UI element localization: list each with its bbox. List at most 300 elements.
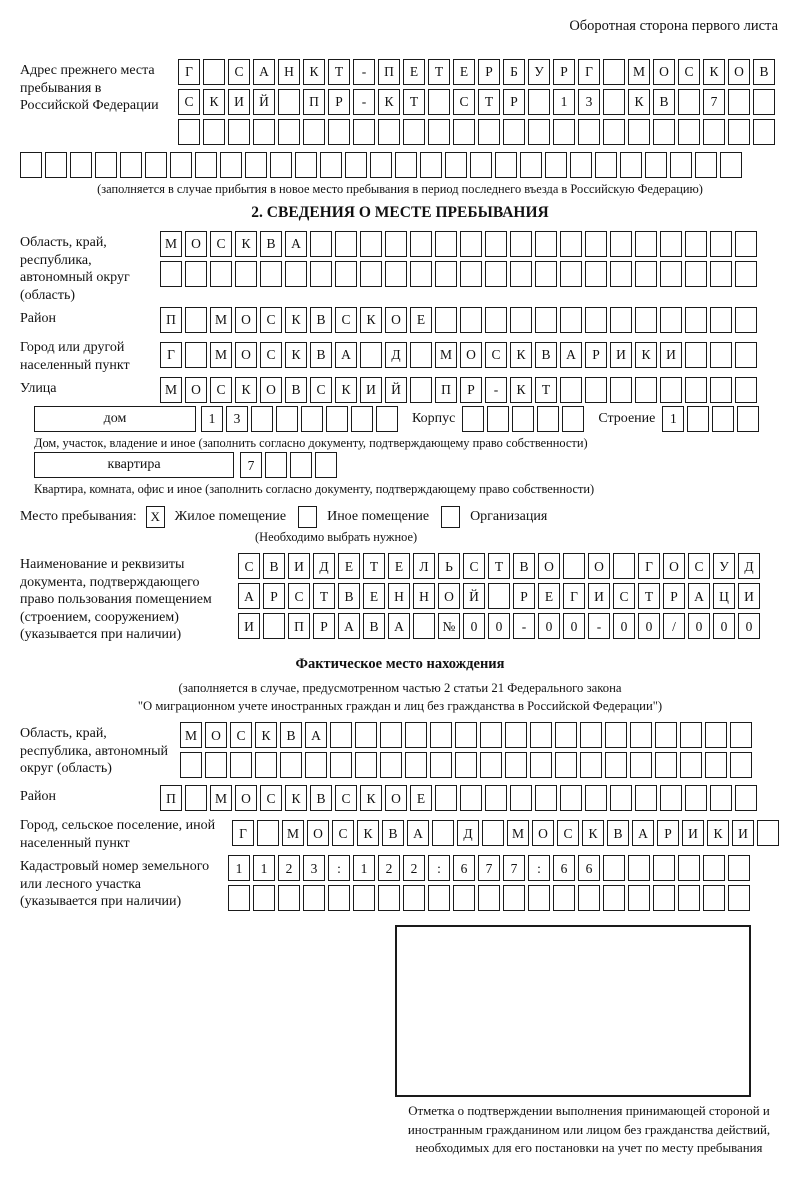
char-cell[interactable] bbox=[705, 752, 727, 778]
char-cell[interactable]: С bbox=[260, 307, 282, 333]
char-cell[interactable] bbox=[585, 261, 607, 287]
char-cell[interactable] bbox=[712, 406, 734, 432]
char-cell[interactable]: С bbox=[613, 583, 635, 609]
char-cell[interactable]: И bbox=[588, 583, 610, 609]
char-cell[interactable] bbox=[462, 406, 484, 432]
char-cell[interactable] bbox=[380, 752, 402, 778]
char-cell[interactable]: Р bbox=[585, 342, 607, 368]
char-cell[interactable]: И bbox=[732, 820, 754, 846]
char-cell[interactable] bbox=[257, 820, 279, 846]
char-cell[interactable] bbox=[345, 152, 367, 178]
char-cell[interactable] bbox=[703, 885, 725, 911]
char-cell[interactable] bbox=[753, 119, 775, 145]
char-cell[interactable]: Е bbox=[538, 583, 560, 609]
char-cell[interactable] bbox=[253, 885, 275, 911]
char-cell[interactable] bbox=[685, 342, 707, 368]
char-cell[interactable] bbox=[530, 752, 552, 778]
char-cell[interactable] bbox=[428, 89, 450, 115]
char-cell[interactable] bbox=[653, 119, 675, 145]
char-cell[interactable] bbox=[757, 820, 779, 846]
char-cell[interactable]: 2 bbox=[278, 855, 300, 881]
char-cell[interactable]: 2 bbox=[378, 855, 400, 881]
char-cell[interactable] bbox=[228, 885, 250, 911]
char-cell[interactable] bbox=[720, 152, 742, 178]
char-cell[interactable] bbox=[482, 820, 504, 846]
char-cell[interactable] bbox=[580, 722, 602, 748]
char-cell[interactable] bbox=[653, 885, 675, 911]
char-cell[interactable]: С bbox=[288, 583, 310, 609]
char-cell[interactable]: Т bbox=[478, 89, 500, 115]
char-cell[interactable] bbox=[320, 152, 342, 178]
char-cell[interactable] bbox=[528, 119, 550, 145]
char-cell[interactable] bbox=[680, 752, 702, 778]
char-cell[interactable]: 3 bbox=[578, 89, 600, 115]
char-cell[interactable] bbox=[610, 307, 632, 333]
char-cell[interactable] bbox=[628, 855, 650, 881]
char-cell[interactable] bbox=[553, 119, 575, 145]
char-cell[interactable]: Г bbox=[160, 342, 182, 368]
char-cell[interactable] bbox=[530, 722, 552, 748]
char-cell[interactable] bbox=[480, 752, 502, 778]
char-cell[interactable]: К bbox=[255, 722, 277, 748]
char-cell[interactable] bbox=[278, 885, 300, 911]
char-cell[interactable]: 0 bbox=[713, 613, 735, 639]
char-cell[interactable] bbox=[512, 406, 534, 432]
char-cell[interactable] bbox=[455, 722, 477, 748]
char-cell[interactable] bbox=[528, 885, 550, 911]
char-cell[interactable] bbox=[710, 231, 732, 257]
char-cell[interactable] bbox=[435, 231, 457, 257]
char-cell[interactable] bbox=[703, 855, 725, 881]
char-cell[interactable] bbox=[685, 261, 707, 287]
char-cell[interactable]: К bbox=[285, 342, 307, 368]
char-cell[interactable] bbox=[610, 785, 632, 811]
char-cell[interactable] bbox=[505, 722, 527, 748]
char-cell[interactable]: 0 bbox=[538, 613, 560, 639]
char-cell[interactable] bbox=[710, 377, 732, 403]
char-cell[interactable] bbox=[360, 261, 382, 287]
char-cell[interactable] bbox=[628, 119, 650, 145]
char-cell[interactable] bbox=[653, 855, 675, 881]
char-cell[interactable]: Е bbox=[403, 59, 425, 85]
char-cell[interactable]: С bbox=[335, 307, 357, 333]
char-cell[interactable]: К bbox=[357, 820, 379, 846]
char-cell[interactable] bbox=[585, 377, 607, 403]
char-cell[interactable]: К bbox=[235, 377, 257, 403]
char-cell[interactable] bbox=[185, 307, 207, 333]
char-cell[interactable] bbox=[278, 89, 300, 115]
char-cell[interactable] bbox=[735, 785, 757, 811]
char-cell[interactable] bbox=[430, 722, 452, 748]
char-cell[interactable] bbox=[330, 752, 352, 778]
char-cell[interactable]: Б bbox=[503, 59, 525, 85]
char-cell[interactable] bbox=[20, 152, 42, 178]
char-cell[interactable]: С bbox=[178, 89, 200, 115]
char-cell[interactable]: К bbox=[360, 785, 382, 811]
char-cell[interactable]: О bbox=[532, 820, 554, 846]
char-cell[interactable]: О bbox=[205, 722, 227, 748]
residence-checkbox-inoe[interactable] bbox=[298, 506, 317, 528]
char-cell[interactable]: И bbox=[288, 553, 310, 579]
char-cell[interactable] bbox=[510, 231, 532, 257]
char-cell[interactable] bbox=[245, 152, 267, 178]
char-cell[interactable] bbox=[728, 885, 750, 911]
char-cell[interactable]: 1 bbox=[253, 855, 275, 881]
char-cell[interactable]: 3 bbox=[226, 406, 248, 432]
char-cell[interactable] bbox=[585, 231, 607, 257]
char-cell[interactable] bbox=[505, 752, 527, 778]
char-cell[interactable] bbox=[685, 785, 707, 811]
char-cell[interactable]: К bbox=[378, 89, 400, 115]
char-cell[interactable] bbox=[310, 261, 332, 287]
char-cell[interactable] bbox=[253, 119, 275, 145]
char-cell[interactable]: Д bbox=[313, 553, 335, 579]
char-cell[interactable] bbox=[655, 752, 677, 778]
char-cell[interactable]: Р bbox=[460, 377, 482, 403]
char-cell[interactable]: Р bbox=[657, 820, 679, 846]
char-cell[interactable]: Н bbox=[413, 583, 435, 609]
char-cell[interactable]: М bbox=[210, 785, 232, 811]
char-cell[interactable]: С bbox=[230, 722, 252, 748]
char-cell[interactable]: О bbox=[460, 342, 482, 368]
char-cell[interactable] bbox=[403, 119, 425, 145]
char-cell[interactable] bbox=[410, 377, 432, 403]
char-cell[interactable] bbox=[420, 152, 442, 178]
char-cell[interactable] bbox=[685, 231, 707, 257]
char-cell[interactable]: А bbox=[388, 613, 410, 639]
char-cell[interactable] bbox=[485, 785, 507, 811]
char-cell[interactable]: 1 bbox=[201, 406, 223, 432]
char-cell[interactable]: В bbox=[363, 613, 385, 639]
char-cell[interactable] bbox=[735, 261, 757, 287]
char-cell[interactable]: Д bbox=[385, 342, 407, 368]
char-cell[interactable]: В bbox=[263, 553, 285, 579]
char-cell[interactable] bbox=[610, 231, 632, 257]
char-cell[interactable] bbox=[385, 261, 407, 287]
char-cell[interactable]: В bbox=[513, 553, 535, 579]
char-cell[interactable] bbox=[360, 342, 382, 368]
char-cell[interactable]: Т bbox=[428, 59, 450, 85]
char-cell[interactable]: А bbox=[338, 613, 360, 639]
char-cell[interactable]: М bbox=[210, 342, 232, 368]
char-cell[interactable] bbox=[630, 752, 652, 778]
char-cell[interactable] bbox=[160, 261, 182, 287]
char-cell[interactable]: Г bbox=[638, 553, 660, 579]
char-cell[interactable]: Е bbox=[410, 785, 432, 811]
char-cell[interactable]: Й bbox=[385, 377, 407, 403]
char-cell[interactable]: У bbox=[528, 59, 550, 85]
char-cell[interactable]: О bbox=[235, 307, 257, 333]
char-cell[interactable] bbox=[753, 89, 775, 115]
char-cell[interactable] bbox=[635, 785, 657, 811]
char-cell[interactable] bbox=[735, 377, 757, 403]
char-cell[interactable]: Е bbox=[453, 59, 475, 85]
char-cell[interactable] bbox=[535, 261, 557, 287]
char-cell[interactable]: А bbox=[688, 583, 710, 609]
char-cell[interactable]: Г bbox=[578, 59, 600, 85]
char-cell[interactable] bbox=[560, 377, 582, 403]
char-cell[interactable] bbox=[315, 452, 337, 478]
char-cell[interactable]: Д bbox=[738, 553, 760, 579]
char-cell[interactable] bbox=[460, 785, 482, 811]
char-cell[interactable]: 6 bbox=[578, 855, 600, 881]
char-cell[interactable]: И bbox=[738, 583, 760, 609]
char-cell[interactable] bbox=[645, 152, 667, 178]
char-cell[interactable] bbox=[703, 119, 725, 145]
char-cell[interactable] bbox=[570, 152, 592, 178]
char-cell[interactable] bbox=[170, 152, 192, 178]
char-cell[interactable]: А bbox=[285, 231, 307, 257]
char-cell[interactable]: М bbox=[210, 307, 232, 333]
char-cell[interactable]: К bbox=[628, 89, 650, 115]
char-cell[interactable] bbox=[455, 752, 477, 778]
char-cell[interactable] bbox=[560, 785, 582, 811]
char-cell[interactable] bbox=[730, 722, 752, 748]
char-cell[interactable]: О bbox=[663, 553, 685, 579]
char-cell[interactable]: 7 bbox=[503, 855, 525, 881]
char-cell[interactable] bbox=[603, 59, 625, 85]
char-cell[interactable] bbox=[680, 722, 702, 748]
char-cell[interactable] bbox=[203, 119, 225, 145]
char-cell[interactable] bbox=[395, 152, 417, 178]
char-cell[interactable] bbox=[45, 152, 67, 178]
char-cell[interactable] bbox=[185, 342, 207, 368]
char-cell[interactable] bbox=[360, 231, 382, 257]
char-cell[interactable]: 0 bbox=[563, 613, 585, 639]
char-cell[interactable] bbox=[276, 406, 298, 432]
char-cell[interactable] bbox=[460, 231, 482, 257]
char-cell[interactable]: В bbox=[382, 820, 404, 846]
char-cell[interactable] bbox=[265, 452, 287, 478]
char-cell[interactable] bbox=[303, 885, 325, 911]
char-cell[interactable] bbox=[428, 885, 450, 911]
char-cell[interactable]: К bbox=[510, 377, 532, 403]
char-cell[interactable] bbox=[435, 307, 457, 333]
char-cell[interactable] bbox=[580, 752, 602, 778]
char-cell[interactable]: С bbox=[557, 820, 579, 846]
char-cell[interactable]: 1 bbox=[662, 406, 684, 432]
char-cell[interactable]: Т bbox=[363, 553, 385, 579]
char-cell[interactable] bbox=[628, 885, 650, 911]
char-cell[interactable] bbox=[355, 722, 377, 748]
char-cell[interactable] bbox=[503, 885, 525, 911]
char-cell[interactable]: И bbox=[228, 89, 250, 115]
char-cell[interactable] bbox=[270, 152, 292, 178]
char-cell[interactable] bbox=[603, 855, 625, 881]
char-cell[interactable] bbox=[485, 261, 507, 287]
char-cell[interactable] bbox=[178, 119, 200, 145]
char-cell[interactable]: С bbox=[228, 59, 250, 85]
char-cell[interactable]: В bbox=[338, 583, 360, 609]
char-cell[interactable] bbox=[385, 231, 407, 257]
char-cell[interactable] bbox=[210, 261, 232, 287]
char-cell[interactable] bbox=[728, 89, 750, 115]
char-cell[interactable]: Д bbox=[457, 820, 479, 846]
char-cell[interactable] bbox=[380, 722, 402, 748]
char-cell[interactable]: Г bbox=[563, 583, 585, 609]
char-cell[interactable]: К bbox=[360, 307, 382, 333]
char-cell[interactable] bbox=[180, 752, 202, 778]
char-cell[interactable] bbox=[263, 613, 285, 639]
char-cell[interactable] bbox=[585, 307, 607, 333]
char-cell[interactable] bbox=[185, 785, 207, 811]
char-cell[interactable]: 1 bbox=[228, 855, 250, 881]
char-cell[interactable]: : bbox=[428, 855, 450, 881]
char-cell[interactable] bbox=[460, 261, 482, 287]
char-cell[interactable]: Н bbox=[278, 59, 300, 85]
char-cell[interactable]: Р bbox=[328, 89, 350, 115]
char-cell[interactable]: 0 bbox=[463, 613, 485, 639]
char-cell[interactable] bbox=[678, 89, 700, 115]
char-cell[interactable] bbox=[605, 722, 627, 748]
char-cell[interactable] bbox=[435, 785, 457, 811]
char-cell[interactable]: Е bbox=[410, 307, 432, 333]
char-cell[interactable]: - bbox=[513, 613, 535, 639]
char-cell[interactable]: Р bbox=[503, 89, 525, 115]
char-cell[interactable]: К bbox=[285, 785, 307, 811]
char-cell[interactable] bbox=[710, 261, 732, 287]
char-cell[interactable]: О bbox=[235, 785, 257, 811]
char-cell[interactable]: С bbox=[260, 342, 282, 368]
char-cell[interactable] bbox=[378, 885, 400, 911]
char-cell[interactable]: Р bbox=[478, 59, 500, 85]
char-cell[interactable]: О bbox=[185, 231, 207, 257]
char-cell[interactable] bbox=[410, 342, 432, 368]
char-cell[interactable]: П bbox=[378, 59, 400, 85]
char-cell[interactable]: П bbox=[435, 377, 457, 403]
char-cell[interactable] bbox=[260, 261, 282, 287]
char-cell[interactable] bbox=[660, 307, 682, 333]
char-cell[interactable] bbox=[278, 119, 300, 145]
char-cell[interactable] bbox=[610, 261, 632, 287]
char-cell[interactable]: 3 bbox=[303, 855, 325, 881]
char-cell[interactable]: А bbox=[253, 59, 275, 85]
char-cell[interactable]: М bbox=[180, 722, 202, 748]
char-cell[interactable]: Ц bbox=[713, 583, 735, 609]
char-cell[interactable] bbox=[685, 377, 707, 403]
char-cell[interactable] bbox=[728, 855, 750, 881]
char-cell[interactable] bbox=[605, 752, 627, 778]
char-cell[interactable] bbox=[413, 613, 435, 639]
char-cell[interactable] bbox=[685, 307, 707, 333]
char-cell[interactable] bbox=[553, 885, 575, 911]
char-cell[interactable]: - bbox=[353, 59, 375, 85]
char-cell[interactable] bbox=[535, 307, 557, 333]
char-cell[interactable]: С bbox=[238, 553, 260, 579]
char-cell[interactable]: И bbox=[360, 377, 382, 403]
char-cell[interactable]: К bbox=[703, 59, 725, 85]
char-cell[interactable]: 7 bbox=[703, 89, 725, 115]
char-cell[interactable]: К bbox=[707, 820, 729, 846]
char-cell[interactable] bbox=[560, 307, 582, 333]
char-cell[interactable] bbox=[545, 152, 567, 178]
char-cell[interactable] bbox=[478, 885, 500, 911]
char-cell[interactable]: В bbox=[607, 820, 629, 846]
char-cell[interactable] bbox=[620, 152, 642, 178]
char-cell[interactable] bbox=[453, 885, 475, 911]
char-cell[interactable] bbox=[537, 406, 559, 432]
char-cell[interactable] bbox=[535, 231, 557, 257]
char-cell[interactable] bbox=[230, 752, 252, 778]
char-cell[interactable] bbox=[428, 119, 450, 145]
char-cell[interactable]: Н bbox=[388, 583, 410, 609]
char-cell[interactable] bbox=[301, 406, 323, 432]
residence-checkbox-org[interactable] bbox=[441, 506, 460, 528]
char-cell[interactable]: П bbox=[160, 785, 182, 811]
char-cell[interactable] bbox=[326, 406, 348, 432]
char-cell[interactable] bbox=[295, 152, 317, 178]
char-cell[interactable]: А bbox=[407, 820, 429, 846]
char-cell[interactable]: Т bbox=[313, 583, 335, 609]
char-cell[interactable]: О bbox=[588, 553, 610, 579]
char-cell[interactable] bbox=[285, 261, 307, 287]
char-cell[interactable]: С bbox=[453, 89, 475, 115]
char-cell[interactable] bbox=[330, 722, 352, 748]
char-cell[interactable]: В bbox=[653, 89, 675, 115]
char-cell[interactable] bbox=[328, 885, 350, 911]
char-cell[interactable]: 7 bbox=[478, 855, 500, 881]
char-cell[interactable] bbox=[635, 377, 657, 403]
char-cell[interactable]: 0 bbox=[738, 613, 760, 639]
char-cell[interactable]: Т bbox=[403, 89, 425, 115]
char-cell[interactable] bbox=[728, 119, 750, 145]
char-cell[interactable]: С bbox=[310, 377, 332, 403]
char-cell[interactable]: - bbox=[485, 377, 507, 403]
char-cell[interactable] bbox=[280, 752, 302, 778]
char-cell[interactable] bbox=[310, 231, 332, 257]
char-cell[interactable] bbox=[488, 583, 510, 609]
char-cell[interactable] bbox=[585, 785, 607, 811]
char-cell[interactable] bbox=[303, 119, 325, 145]
char-cell[interactable] bbox=[595, 152, 617, 178]
char-cell[interactable]: О bbox=[185, 377, 207, 403]
char-cell[interactable]: К bbox=[335, 377, 357, 403]
char-cell[interactable]: № bbox=[438, 613, 460, 639]
char-cell[interactable]: О bbox=[307, 820, 329, 846]
char-cell[interactable] bbox=[478, 119, 500, 145]
char-cell[interactable] bbox=[480, 722, 502, 748]
char-cell[interactable] bbox=[678, 885, 700, 911]
char-cell[interactable] bbox=[613, 553, 635, 579]
char-cell[interactable]: Ь bbox=[438, 553, 460, 579]
char-cell[interactable] bbox=[405, 722, 427, 748]
char-cell[interactable]: М bbox=[160, 377, 182, 403]
char-cell[interactable] bbox=[660, 785, 682, 811]
char-cell[interactable]: П bbox=[288, 613, 310, 639]
char-cell[interactable]: Л bbox=[413, 553, 435, 579]
char-cell[interactable] bbox=[660, 261, 682, 287]
char-cell[interactable] bbox=[255, 752, 277, 778]
char-cell[interactable]: 0 bbox=[638, 613, 660, 639]
char-cell[interactable] bbox=[403, 885, 425, 911]
char-cell[interactable]: М bbox=[507, 820, 529, 846]
char-cell[interactable]: - bbox=[588, 613, 610, 639]
char-cell[interactable] bbox=[251, 406, 273, 432]
char-cell[interactable]: С bbox=[688, 553, 710, 579]
char-cell[interactable]: Й bbox=[253, 89, 275, 115]
char-cell[interactable] bbox=[695, 152, 717, 178]
char-cell[interactable]: С bbox=[332, 820, 354, 846]
char-cell[interactable]: В bbox=[310, 785, 332, 811]
char-cell[interactable]: П bbox=[160, 307, 182, 333]
char-cell[interactable] bbox=[353, 885, 375, 911]
char-cell[interactable]: К bbox=[510, 342, 532, 368]
char-cell[interactable] bbox=[555, 752, 577, 778]
char-cell[interactable]: Т bbox=[488, 553, 510, 579]
char-cell[interactable] bbox=[185, 261, 207, 287]
char-cell[interactable] bbox=[290, 452, 312, 478]
char-cell[interactable] bbox=[460, 307, 482, 333]
